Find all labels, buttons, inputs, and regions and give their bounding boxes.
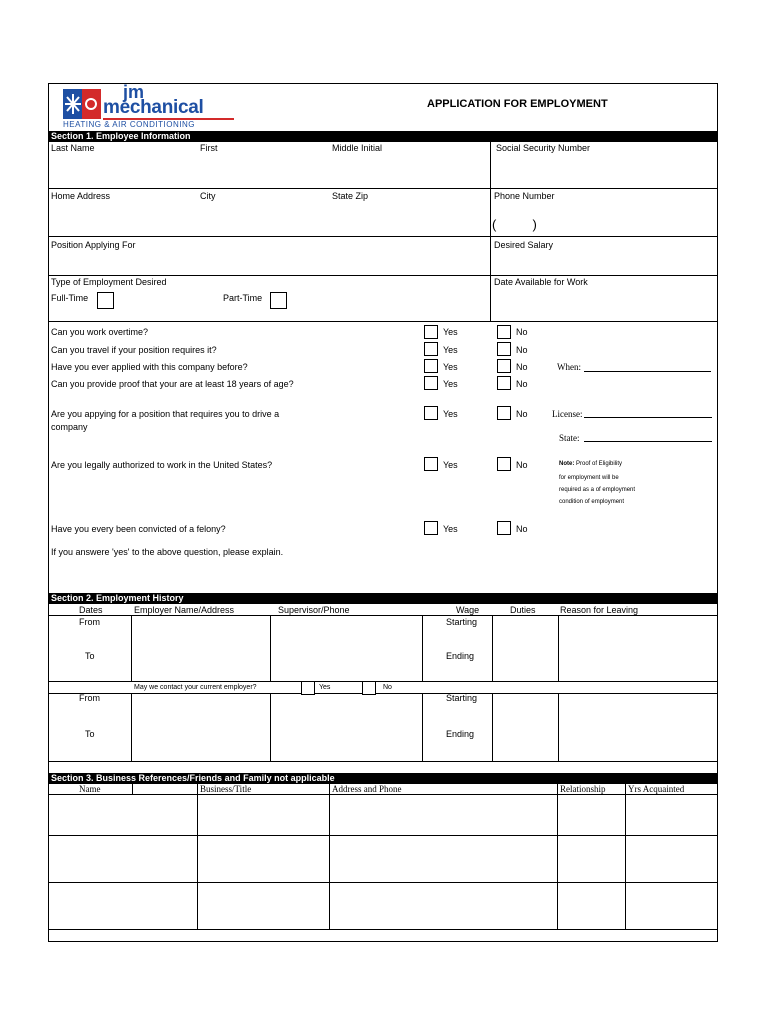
- section3-header: Section 3. Business References/Friends and Family not applicable: [49, 773, 717, 784]
- state-field[interactable]: [584, 440, 712, 442]
- note-line1: Proof of Eligibility: [576, 461, 623, 467]
- drive-no-label: No: [516, 409, 528, 419]
- question-travel: Can you travel if your position requires it?: [51, 345, 217, 355]
- phone-area-code[interactable]: ( ): [492, 217, 537, 232]
- job2-to-label: To: [85, 729, 95, 739]
- contact-no-label: No: [383, 684, 392, 691]
- label-home-address: Home Address: [51, 191, 111, 201]
- contact-yes-checkbox[interactable]: [301, 681, 315, 695]
- ref-col-yrs: Yrs Acquainted: [628, 784, 685, 794]
- question-proof-age: Can you provide proof that your are at least 18 years of age?: [51, 379, 294, 389]
- label-ssn: Social Security Number: [496, 143, 591, 153]
- logo-brand-top: jm: [123, 82, 145, 102]
- authorized-yes-checkbox[interactable]: [424, 457, 438, 471]
- travel-yes-checkbox[interactable]: [424, 342, 438, 356]
- applied-no-label: No: [516, 362, 528, 372]
- job2-from-label: From: [79, 693, 100, 703]
- section2-header: Section 2. Employment History: [49, 593, 717, 604]
- note-line4: condition of employment: [559, 499, 625, 505]
- overtime-yes-checkbox[interactable]: [424, 325, 438, 339]
- label-full-time: Full-Time: [51, 293, 89, 303]
- contact-yes-label: Yes: [319, 684, 331, 691]
- state-label: State:: [559, 433, 580, 443]
- label-state-zip: State Zip: [332, 191, 369, 201]
- travel-no-checkbox[interactable]: [497, 342, 511, 356]
- when-label: When:: [557, 362, 581, 372]
- drive-no-checkbox[interactable]: [497, 406, 511, 420]
- may-contact-question: May we contact your current employer?: [134, 684, 257, 691]
- felony-no-checkbox[interactable]: [497, 521, 511, 535]
- travel-no-label: No: [516, 345, 528, 355]
- question-applied-before: Have you ever applied with this company before?: [51, 362, 248, 372]
- col-employer: Employer Name/Address: [134, 605, 235, 615]
- note-line3: required as a of employment: [559, 487, 636, 493]
- full-time-checkbox[interactable]: [97, 292, 114, 309]
- question-drive-line2: company: [51, 422, 88, 432]
- col-wage: Wage: [456, 605, 480, 615]
- question-drive-line1: Are you appying for a position that requires you to drive a: [51, 409, 280, 419]
- authorized-no-label: No: [516, 460, 528, 470]
- col-supervisor: Supervisor/Phone: [278, 605, 350, 615]
- label-desired-salary: Desired Salary: [494, 240, 554, 250]
- contact-no-checkbox[interactable]: [362, 681, 376, 695]
- drive-yes-checkbox[interactable]: [424, 406, 438, 420]
- license-field[interactable]: [584, 416, 712, 418]
- proof-no-checkbox[interactable]: [497, 376, 511, 390]
- applied-yes-checkbox[interactable]: [424, 359, 438, 373]
- question-overtime: Can you work overtime?: [51, 327, 149, 337]
- travel-yes-label: Yes: [443, 345, 458, 355]
- ref-col-business: Business/Title: [200, 784, 252, 794]
- part-time-checkbox[interactable]: [270, 292, 287, 309]
- job1-starting-label: Starting: [446, 617, 478, 627]
- ref-col-address: Address and Phone: [332, 784, 402, 794]
- label-type-employment: Type of Employment Desired: [51, 277, 167, 287]
- explain-prompt: If you answere 'yes' to the above question, please explain.: [51, 547, 284, 557]
- col-duties: Duties: [510, 605, 536, 615]
- drive-yes-label: Yes: [443, 409, 458, 419]
- proof-no-label: No: [516, 379, 528, 389]
- section1-header: Section 1. Employee Information: [49, 131, 717, 142]
- proof-yes-checkbox[interactable]: [424, 376, 438, 390]
- proof-yes-label: Yes: [443, 379, 458, 389]
- applied-no-checkbox[interactable]: [497, 359, 511, 373]
- label-part-time: Part-Time: [223, 293, 263, 303]
- job2-ending-label: Ending: [446, 729, 475, 739]
- col-reason: Reason for Leaving: [560, 605, 639, 615]
- logo-tagline: HEATING & AIR CONDITIONING: [63, 120, 195, 129]
- overtime-no-label: No: [516, 327, 528, 337]
- felony-no-label: No: [516, 524, 528, 534]
- label-date-available: Date Available for Work: [494, 277, 588, 287]
- job1-ending-label: Ending: [446, 651, 475, 661]
- job1-from-label: From: [79, 617, 100, 627]
- overtime-no-checkbox[interactable]: [497, 325, 511, 339]
- question-authorized: Are you legally authorized to work in the United States?: [51, 460, 273, 470]
- felony-yes-label: Yes: [443, 524, 458, 534]
- label-city: City: [200, 191, 216, 201]
- when-field[interactable]: [584, 370, 711, 372]
- felony-yes-checkbox[interactable]: [424, 521, 438, 535]
- license-label: License:: [552, 409, 583, 419]
- question-felony: Have you every been convicted of a felony?: [51, 524, 226, 534]
- label-first: First: [200, 143, 218, 153]
- note-line2: for employment will be: [559, 475, 619, 481]
- label-last-name: Last Name: [51, 143, 95, 153]
- job2-starting-label: Starting: [446, 693, 478, 703]
- company-logo: [63, 82, 238, 130]
- note-label: Note:: [559, 461, 575, 467]
- authorized-no-checkbox[interactable]: [497, 457, 511, 471]
- label-phone-number: Phone Number: [494, 191, 555, 201]
- label-middle-initial: Middle Initial: [332, 143, 383, 153]
- logo-brand-bottom: mechanical: [103, 97, 204, 118]
- label-position: Position Applying For: [51, 240, 136, 250]
- job1-to-label: To: [85, 651, 95, 661]
- col-dates: Dates: [79, 605, 103, 615]
- snowflake-sun-icon: [63, 89, 101, 119]
- ref-col-relationship: Relationship: [560, 784, 606, 794]
- overtime-yes-label: Yes: [443, 327, 458, 337]
- form-frame: [48, 83, 718, 942]
- page-title: APPLICATION FOR EMPLOYMENT: [427, 98, 608, 110]
- applied-yes-label: Yes: [443, 362, 458, 372]
- ref-col-name: Name: [79, 784, 101, 794]
- authorized-yes-label: Yes: [443, 460, 458, 470]
